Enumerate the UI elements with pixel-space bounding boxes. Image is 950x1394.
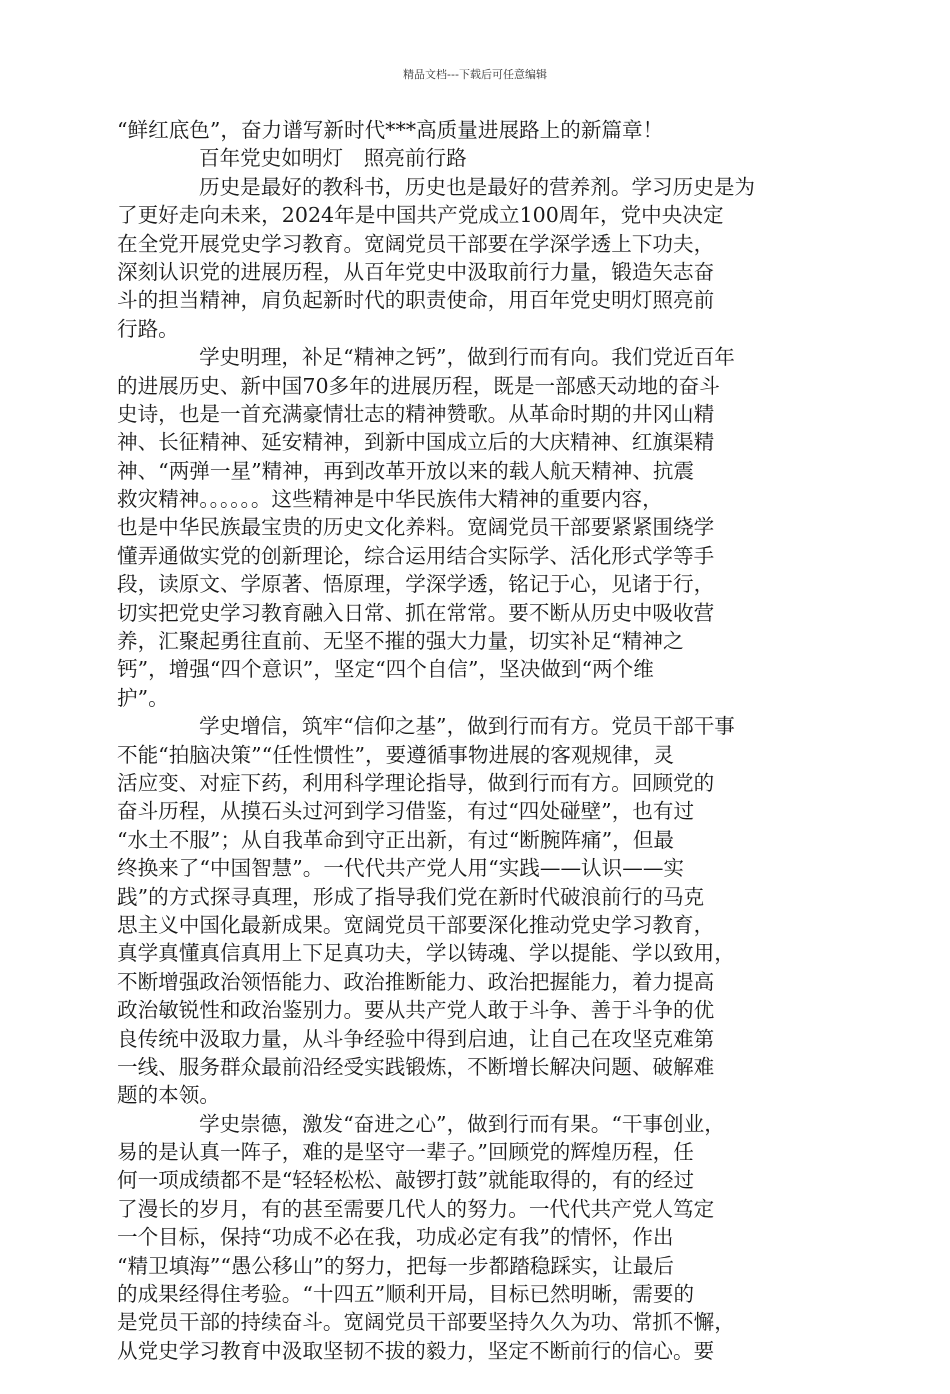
text-line: 学史明理，补足“精神之钙”，做到行而有向。我们党近百年 xyxy=(199,345,735,370)
text-line: 也是中华民族最宝贵的历史文化养料。宽阔党员干部要紧紧围绕学 xyxy=(117,515,715,540)
text-line: 的进展历史、新中国70多年的进展历程，既是一部感天动地的奋斗 xyxy=(117,373,720,398)
text-line: 神、长征精神、延安精神，到新中国成立后的大庆精神、红旗渠精 xyxy=(117,430,715,455)
text-line: 的成果经得住考验。“十四五”顺利开局，目标已然明晰，需要的 xyxy=(117,1282,695,1307)
text-line: 一个目标，保持“功成不必在我，功成必定有我”的情怀，作出 xyxy=(117,1225,674,1250)
text-line: 救灾精神。。。。。。这些精神是中华民族伟大精神的重要内容， xyxy=(117,487,663,512)
text-line: 钙”，增强“四个意识”，坚定“四个自信”，坚决做到“两个维 xyxy=(117,657,654,682)
text-line xyxy=(117,1365,819,1393)
text-line: 是党员干部的持续奋斗。宽阔党员干部要坚持久久为功、常抓不懈， xyxy=(117,1310,735,1335)
text-line: 一线、服务群众最前沿经受实践锻炼，不断增长解决问题、破解难 xyxy=(117,1054,715,1079)
text-line: 学史崇德，激发“奋进之心”，做到行而有果。“干事创业， xyxy=(199,1111,725,1136)
text-line: 不断增强政治领悟能力、政治推断能力、政治把握能力，着力提高 xyxy=(117,969,715,994)
page-header: 精品文档---下载后可任意编辑 xyxy=(403,68,547,81)
document-body xyxy=(117,116,819,1394)
text-line: 学史增信，筑牢“信仰之基”，做到行而有方。党员干部干事 xyxy=(199,714,735,739)
text-line: 在全党开展党史学习教育。宽阔党员干部要在学深学透上下功夫， xyxy=(117,231,715,256)
text-line: 懂弄通做实党的创新理论，综合运用结合实际学、活化形式学等手 xyxy=(117,543,715,568)
text-line: 题的本领。 xyxy=(117,1083,220,1108)
text-line: 护”。 xyxy=(117,685,169,710)
text-line: 段，读原文、学原著、悟原理，学深学透，铭记于心，见诸于行， xyxy=(117,572,715,597)
text-line: 践”的方式探寻真理，形成了指导我们党在新时代破浪前行的马克 xyxy=(117,884,705,909)
text-line: “精卫填海”“愚公移山”的努力，把每一步都踏稳踩实，让最后 xyxy=(117,1253,674,1278)
text-line: 从党史学习教育中汲取坚韧不拔的毅力，坚定不断前行的信心。要 xyxy=(117,1338,715,1363)
text-line: 斗的担当精神，肩负起新时代的职责使命，用百年党史明灯照亮前 xyxy=(117,288,715,313)
text-line: 行路。 xyxy=(117,316,179,341)
text-line: 终换来了“中国智慧”。一代代共产党人用“实践——认识——实 xyxy=(117,856,685,881)
text-line: 切实把党史学习教育融入日常、抓在常常。要不断从历史中吸收营 xyxy=(117,600,715,625)
text-line: 神、“两弹一星”精神，再到改革开放以来的载人航天精神、抗震 xyxy=(117,458,695,483)
text-line: 活应变、对症下药，利用科学理论指导，做到行而有方。回顾党的 xyxy=(117,770,715,795)
text-line: 深刻认识党的进展历程，从百年党史中汲取前行力量，锻造矢志奋 xyxy=(117,259,715,284)
text-line: 史诗，也是一首充满豪情壮志的精神赞歌。从革命时期的井冈山精 xyxy=(117,401,715,426)
section-title: 百年党史如明灯 照亮前行路 xyxy=(199,146,467,171)
text-line: 真学真懂真信真用上下足真功夫，学以铸魂、学以提能、学以致用， xyxy=(117,941,735,966)
text-line: 奋斗历程，从摸石头过河到学习借鉴，有过“四处碰壁”，也有过 xyxy=(117,799,695,824)
text-line: 良传统中汲取力量，从斗争经验中得到启迪，让自己在攻坚克难第 xyxy=(117,1026,715,1051)
text-line: “水土不服”；从自我革命到守正出新，有过“断腕阵痛”，但最 xyxy=(117,827,674,852)
text-line: 易的是认真一阵子，难的是坚守一辈子。”回顾党的辉煌历程，任 xyxy=(117,1140,694,1165)
text-line: 何一项成绩都不是“轻轻松松、敲锣打鼓”就能取得的，有的经过 xyxy=(117,1168,695,1193)
text-line: “鲜红底色”，奋力谱写新时代***高质量进展路上的新篇章！ xyxy=(117,118,664,142)
text-line: 了更好走向未来，2024年是中国共产党成立100周年，党中央决定 xyxy=(117,203,724,228)
text-line: 历史是最好的教科书，历史也是最好的营养剂。学习历史是为 xyxy=(199,174,756,199)
text-line: 不能“拍脑决策”“任性惯性”，要遵循事物进展的客观规律，灵 xyxy=(117,742,674,767)
text-line: 养，汇聚起勇往直前、无坚不摧的强大力量，切实补足“精神之 xyxy=(117,629,684,654)
text-line: 政治敏锐性和政治鉴别力。要从共产党人敢于斗争、善于斗争的优 xyxy=(117,998,715,1023)
text-line: 思主义中国化最新成果。宽阔党员干部要深化推动党史学习教育， xyxy=(117,912,715,937)
text-line: 了漫长的岁月，有的甚至需要几代人的努力。一代代共产党人笃定 xyxy=(117,1196,715,1221)
